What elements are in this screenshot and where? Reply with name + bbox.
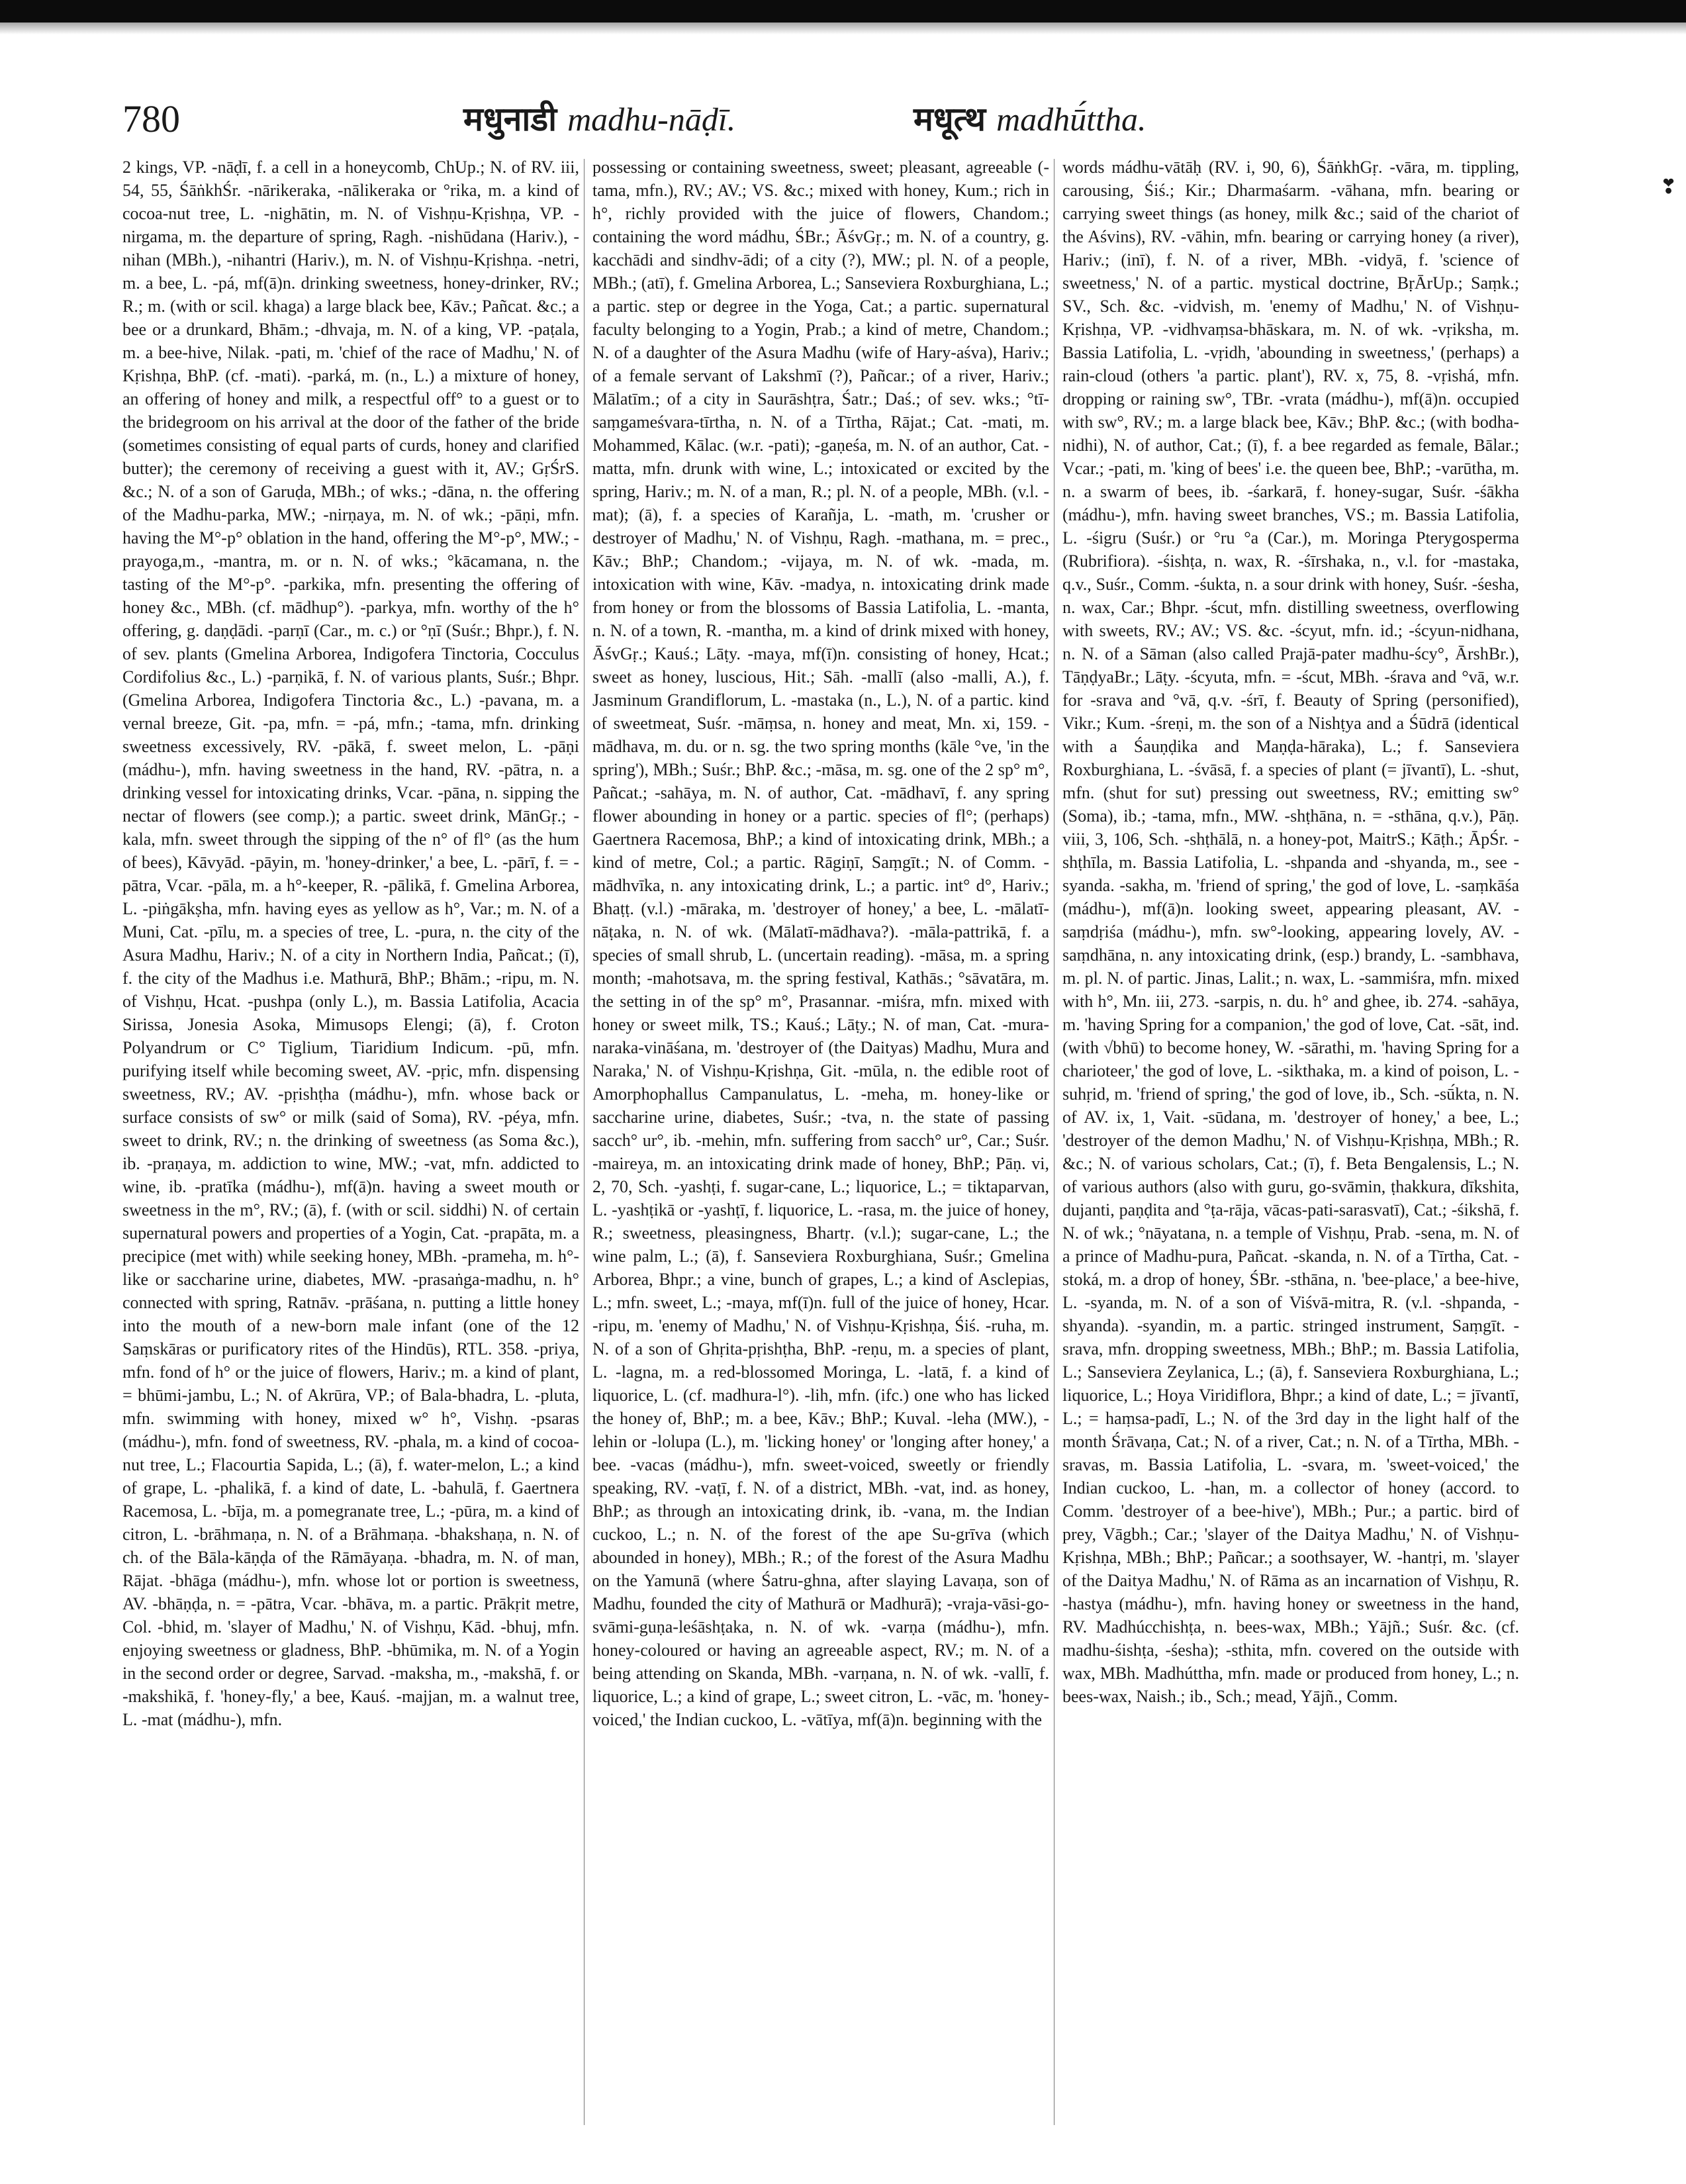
margin-mark-icon: ❣ — [1660, 175, 1677, 199]
dictionary-column-2 — [592, 156, 1049, 2132]
running-head-right-devanagari: मधूत्थ — [913, 100, 986, 138]
column-1-text: 2 kings, VP. -nāḍī, f. a cell in a honeycomb, ChUp.; N. of RV. iii, 54, 55, ŚāṅkhŚr. -nārikeraka, -nālikeraka or °rika, m. a kind of cocoa-nut tree, L. -nighātin, m. N. of Vishṇu-Kṛishṇa, VP. -nirgama, m. the departure of spring, Ragh. -nishūdana (Hariv.), -nihan (MBh.), -nihantri (Hariv.), m. N. of Vishṇu-Kṛishṇa. -netri, m. a bee, L. -pá, mf(ā)n. drinking sweetness, honey-drinker, RV.; R.; m. (with or scil. khaga) a large black bee, Kāv.; Pañcat. &c.; a bee or a drunkard, Bhām.; -dhvaja, m. N. of a king, VP. -paṭala, m. a bee-hive, Nilak. -pati, m. 'chief of the race of Madhu,' N. of Kṛishṇa, BhP. (cf. -mati). -parká, m. (n., L.) a mixture of honey, an offering of honey and milk, a respectful off° to a guest or to the bridegroom on his arrival at the door of the father of the bride (sometimes consisting of equal parts of curds, honey and clarified butter); the ceremony of receiving a guest with it, AV.; GṛŚrS. &c.; N. of a son of Garuḍa, MBh.; of wks.; -dāna, n. the offering of the Madhu-parka, MW.; -nirṇaya, m. N. of wk.; -pāṇi, mfn. having the M°-p° oblation in the hand, offering the M°-p°, MW.; -prayoga,m., -mantra, m. or n. N. of wks.; °kācamana, n. the tasting of the M°-p°. -parkika, mfn. presenting the offering of honey &c., MBh. (cf. mādhup°). -parkya, mfn. worthy of the h° offering, g. daṇḍādi. -parṇī (Car., m. c.) or °ṇī (Suśr.; Bhpr.), f. N. of sev. plants (Gmelina Arborea, Indigofera Tinctoria, Cocculus Cordifolius &c., L.) -parṇikā, f. N. of various plants, Suśr.; Bhpr. (Gmelina Arborea, Indigofera Tinctoria &c., L.) -pavana, m. a vernal breeze, Git. -pa, mfn. = -pá, mfn.; -tama, mfn. drinking sweetness excessively, RV. -pākā, f. sweet melon, L. -pāṇi (mádhu-), mfn. having sweetness in the hand, RV. -pātra, n. a drinking vessel for intoxicating drinks, Vcar. -pāna, n. sipping the nectar of flowers (see comp.); a partic. sweet drink, MānGṛ.; -kala, mfn. sweet through the sipping of the n° of fl° (as the hum of bees), Kāvyād. -pāyin, m. 'honey-drinker,' a bee, L. -pārī, f. = -pātra, Vcar. -pāla, m. a h°-keeper, R. -pālikā, f. Gmelina Arborea, L. -piṅgākṣha, mfn. having eyes as yellow as h°, Var.; m. N. of a Muni, Cat. -pīlu, m. a species of tree, L. -pura, n. the city of the Asura Madhu, Hariv.; N. of a city in Northern India, Pañcat.; (ī), f. the city of the Madhus i.e. Mathurā, BhP.; Bhām.; -ripu, m. N. of Vishṇu, Hcat. -pushpa (only L.), m. Bassia Latifolia, Acacia Sirissa, Jonesia Asoka, Mimusops Elengi; (ā), f. Croton Polyandrum or C° Tiglium, Tiaridium Indicum. -pū, mfn. purifying itself while becoming sweet, AV. -pṛic, mfn. dispensing sweetness, RV.; AV. -pṛishṭha (mádhu-), mfn. whose back or surface consists of sw° or milk (said of Soma), RV. -péya, mfn. sweet to drink, RV.; n. the drinking of sweetness (as Soma &c.), ib. -praṇaya, m. addiction to wine, MW.; -vat, mfn. addicted to wine, ib. -pratīka (mádhu-), mf(ā)n. having a sweet mouth or sweetness in the m°, RV.; (ā), f. (with or scil. siddhi) N. of certain supernatural powers and properties of a Yogin, Cat. -prapāta, m. a precipice (met with) while seeking honey, MBh. -prameha, m. h°-like or saccharine urine, diabetes, MW. -prasaṅga-madhu, n. h° connected with spring, Ratnāv. -prāśana, n. putting a little honey into the mouth of a new-born male infant (one of the 12 Saṃskāras or purificatory rites of the Hindūs), RTL. 358. -priya, mfn. fond of h° or the juice of flowers, Hariv.; m. a kind of plant, = bhūmi-jambu, L.; N. of Akrūra, VP.; of Bala-bhadra, L. -pluta, mfn. swimming with honey, mixed w° h°, Vishṇ. -psaras (mádhu-), mfn. fond of sweetness, RV. -phala, m. a kind of cocoa-nut tree, L.; Flacourtia Sapida, L.; (ā), f. water-melon, L.; a kind of grape, L. -phalikā, f. a kind of date, L. -bahulā, f. Gaertnera Racemosa, L. -bīja, m. a pomegranate tree, L.; -pūra, m. a kind of citron, L. -brāhmaṇa, n. N. of a Brāhmaṇa. -bhakshaṇa, n. N. of ch. of the Bāla-kāṇḍa of the Rāmāyaṇa. -bhadra, m. N. of man, Rājat. -bhāga (mádhu-), mfn. whose lot or portion is sweetness, AV. -bhāṇḍa, n. = -pātra, Vcar. -bhāva, m. a partic. Prākṛit metre, Col. -bhid, m. 'slayer of Madhu,' N. of Vishṇu, Kād. -bhuj, mfn. enjoying sweetness or gladness, BhP. -bhūmika, m. N. of a Yogin in the second order or degree, Sarvad. -maksha, m., -makshā, f. or -makshikā, f. 'honey-fly,' a bee, Kauś. -majjan, m. a walnut tree, L. -mat (mádhu-), mfn. — [122, 158, 579, 1729]
dictionary-column-3 — [1062, 156, 1519, 2132]
running-head-left — [463, 99, 735, 139]
column-2-text: possessing or containing sweetness, sweet; pleasant, agreeable (-tama, mfn.), RV.; AV.; VS. &c.; mixed with honey, Kum.; rich in h°, richly provided with the juice of flowers, Chandom.; containing the word mádhu, ŚBr.; ĀśvGṛ.; m. N. of a country, g. kacchādi and sindhv-ādi; of a city (?), MW.; pl. N. of a people, MBh.; (atī), f. Gmelina Arborea, L.; Sanseviera Roxburghiana, L.; a partic. step or degree in the Yoga, Cat.; a partic. supernatural faculty belonging to a Yogin, Prab.; a kind of metre, Chandom.; N. of a daughter of the Asura Madhu (wife of Hary-aśva), Hariv.; of a female servant of Lakshmī (?), Pañcar.; of a river, Hariv.; Mālatīm.; of a city in Saurāshṭra, Śatr.; Daś.; of sev. wks.; °tī-saṃgameśvara-tīrtha, n. N. of a Tīrtha, Rājat.; Cat. -mati, m. Mohammed, Kālac. (w.r. -pati); -gaṇeśa, m. N. of an author, Cat. -matta, mfn. drunk with wine, L.; intoxicated or excited by the spring, Hariv.; m. N. of a man, R.; pl. N. of a people, MBh. (v.l. -mat); (ā), f. a species of Karañja, L. -math, m. 'crusher or destroyer of Madhu,' N. of Vishṇu, Ragh. -mathana, m. = prec., Kāv.; BhP.; Chandom.; -vijaya, m. N. of wk. -mada, m. intoxication with wine, Kāv. -madya, n. intoxicating drink made from honey or from the blossoms of Bassia Latifolia, L. -manta, n. N. of a town, R. -mantha, m. a kind of drink mixed with honey, ĀśvGṛ.; Kauś.; Lāṭy. -maya, mf(ī)n. consisting of honey, Hcat.; sweet as honey, luscious, Hit.; Sāh. -mallī (also -malli, A.), f. Jasminum Grandiflorum, L. -mastaka (n., L.), N. of a partic. kind of sweetmeat, Suśr. -māṃsa, n. honey and meat, Mn. xi, 159. -mādhava, m. du. or n. sg. the two spring months (kāle °ve, 'in the spring'), MBh.; Suśr.; BhP. &c.; -māsa, m. sg. one of the 2 sp° m°, Pañcat.; -sahāya, m. N. of author, Cat. -mādhavī, f. any spring flower abounding in honey or a partic. species of fl°; (perhaps) Gaertnera Racemosa, BhP.; a kind of intoxicating drink, MBh.; a kind of metre, Col.; a partic. Rāgiṇī, Saṃgīt.; N. of Comm. -mādhvīka, n. any intoxicating drink, L.; a partic. int° d°, Hariv.; Bhaṭṭ. (v.l.) -māraka, m. 'destroyer of honey,' a bee, L. -mālatī-nāṭaka, n. N. of wk. (Mālatī-mādhava?). -māla-pattrikā, f. a species of small shrub, L. (uncertain reading). -māsa, m. a spring month; -mahotsava, m. the spring festival, Kathās.; °sāvatāra, m. the setting in of the sp° m°, Prasannar. -miśra, mfn. mixed with honey or sweet milk, TS.; Kauś.; Lāṭy.; N. of man, Cat. -mura-naraka-vināśana, m. 'destroyer of (the Daityas) Madhu, Mura and Naraka,' N. of Vishṇu-Kṛishṇa, Git. -mūla, n. the edible root of Amorphophallus Campanulatus, L. -meha, m. honey-like or saccharine urine, diabetes, Suśr.; -tva, n. the state of passing sacch° ur°, ib. -mehin, mfn. suffering from sacch° ur°, Car.; Suśr. -maireya, m. an intoxicating drink made of honey, BhP.; Pāṇ. vi, 2, 70, Sch. -yashṭi, f. sugar-cane, L.; liquorice, L.; = tiktaparvan, L. -yashṭikā or -yashṭī, f. liquorice, L. -rasa, m. the juice of honey, R.; sweetness, pleasingness, Bhartṛ. (v.l.); sugar-cane, L.; the wine palm, L.; (ā), f. Sanseviera Roxburghiana, Suśr.; Gmelina Arborea, Bhpr.; a vine, bunch of grapes, L.; a kind of Asclepias, L.; mfn. sweet, L.; -maya, mf(ī)n. full of the juice of honey, Hcar. -ripu, m. 'enemy of Madhu,' N. of Vishṇu-Kṛishṇa, Śiś. -ruha, m. N. of a son of Ghṛita-pṛishṭha, BhP. -reṇu, m. a species of plant, L. -lagna, m. a red-blossomed Moringa, L. -latā, f. a kind of liquorice, L. (cf. madhura-l°). -lih, mfn. (ifc.) one who has licked the honey of, BhP.; m. a bee, Kāv.; BhP.; Kuval. -leha (MW.), -lehin or -lolupa (L.), m. 'licking honey' or 'longing after honey,' a bee. -vacas (mádhu-), mfn. sweet-voiced, sweetly or friendly speaking, RV. -vaṭī, f. N. of a district, MBh. -vat, ind. as honey, BhP.; as through an intoxicating drink, ib. -vana, m. the Indian cuckoo, L.; n. N. of the forest of the ape Su-grīva (which abounded in honey), MBh.; R.; of the forest of the Asura Madhu on the Yamunā (where Śatru-ghna, after slaying Lavaṇa, son of Madhu, founded the city of Mathurā or Madhurā); -vraja-vāsi-go-svāmi-guṇa-leśāshṭaka, n. N. of wk. -varṇa (mádhu-), mfn. honey-coloured or having an agreeable aspect, RV.; m. N. of a being attending on Skanda, MBh. -varṇana, n. N. of wk. -vallī, f. liquorice, L.; a kind of grape, L.; sweet citron, L. -vāc, m. 'honey-voiced,' the Indian cuckoo, L. -vātīya, mf(ā)n. beginning with the — [592, 158, 1049, 1729]
column-3-text: words mádhu-vātāḥ (RV. i, 90, 6), ŚāṅkhGṛ. -vāra, m. tippling, carousing, Śiś.; Kir.; Dharmaśarm. -vāhana, mfn. bearing or carrying sweet things (as honey, milk &c.; said of the chariot of the Aśvins), RV. -vāhin, mfn. bearing or carrying honey (a river), Hariv.; (inī), f. N. of a river, MBh. -vidyā, f. 'science of sweetness,' N. of a partic. mystical doctrine, BṛĀrUp.; Saṃk.; SV., Sch. &c. -vidvish, m. 'enemy of Madhu,' N. of Vishṇu-Kṛishṇa, VP. -vidhvaṃsa-bhāskara, m. N. of wk. -vṛiksha, m. Bassia Latifolia, L. -vṛidh, 'abounding in sweetness,' (perhaps) a rain-cloud (others 'a partic. plant'), RV. x, 75, 8. -vṛishá, mfn. dropping or raining sw°, TBr. -vrata (mádhu-), mf(ā)n. occupied with sw°, RV.; m. a large black bee, Kāv.; BhP. &c.; (with bodha-nidhi), N. of author, Cat.; (ī), f. a bee regarded as female, Bālar.; Vcar.; -pati, m. 'king of bees' i.e. the queen bee, BhP.; -varūtha, m. n. a swarm of bees, ib. -śarkarā, f. honey-sugar, Suśr. -śākha (mádhu-), mfn. having sweet branches, VS.; m. Bassia Latifolia, L. -śigru (Suśr.) or °ru °a (Car.), m. Moringa Pterygosperma (Rubrifiora). -śishṭa, n. wax, R. -śīrshaka, n., v.l. for -mastaka, q.v., Suśr., Comm. -śukta, n. a sour drink with honey, Suśr. -śesha, n. wax, Car.; Bhpr. -ścut, mfn. distilling sweetness, overflowing with sweets, RV.; AV.; VS. &c. -ścyut, mfn. id.; -ścyun-nidhana, n. N. of a Sāman (also called Prajā-pater madhu-ścy°, ĀrshBr.), TāṇḍyaBr.; Lāṭy. -ścyuta, mfn. = -ścut, MBh. -śrava and °vā, w.r. for -srava and °vā, q.v. -śrī, f. Beauty of Spring (personified), Vikr.; Kum. -śreṇi, m. the son of a Nishṭya and a Śūdrā (identical with a Śauṇḍika and Maṇḍa-hāraka), L.; f. Sanseviera Roxburghiana, L. -śvāsā, f. a species of plant (= jīvantī), L. -shut, mfn. (shut for sut) pressing out sweetness, RV.; emitting sw° (Soma), ib.; -tama, mfn., MW. -shṭhāna, n. = -sthāna, q.v.), Pāṇ. viii, 3, 106, Sch. -shṭhālā, n. a honey-pot, MaitrS.; Kāṭh.; ĀpŚr. -shṭhīla, m. Bassia Latifolia, L. -shpanda and -shyanda, m., see -syanda. -sakha, m. 'friend of spring,' the god of love, L. -saṃkāśa (mádhu-), mf(ā)n. looking sweet, appearing pleasant, AV. -saṃdṛiśa (mádhu-), mfn. sw°-looking, appearing lovely, AV. -saṃdhāna, n. any intoxicating drink, (esp.) brandy, L. -sambhava, m. pl. N. of partic. Jinas, Lalit.; n. wax, L. -sammiśra, mfn. mixed with h°, Mn. iii, 273. -sarpis, n. du. h° and ghee, ib. 274. -sahāya, m. 'having Spring for a companion,' the god of love, Cat. -sāt, ind. (with √bhū) to become honey, W. -sārathi, m. 'having Spring for a charioteer,' the god of love, L. -sikthaka, m. a kind of poison, L. -suhṛid, m. 'friend of spring,' the god of love, ib., Sch. -sū́kta, n. N. of AV. ix, 1, Vait. -sūdana, m. 'destroyer of honey,' a bee, L.; 'destroyer of the demon Madhu,' N. of Vishṇu-Kṛishṇa, MBh.; R. &c.; N. of various scholars, Cat.; (ī), f. Beta Bengalensis, L.; N. of various authors (also with guru, go-svāmin, ṭhakkura, dīkshita, dujanti, paṇḍita and °ṭa-rāja, vācas-pati-sarasvatī), Cat.; -śikshā, f. N. of wk.; °nāyatana, n. a temple of Vishṇu, Prab. -sena, m. N. of a prince of Madhu-pura, Pañcat. -skanda, n. N. of a Tīrtha, Cat. -stoká, m. a drop of honey, ŚBr. -sthāna, n. 'bee-place,' a bee-hive, L. -syanda, m. N. of a son of Viśvā-mitra, R. (v.l. -shpanda, -shyanda). -syandin, m. a partic. stringed instrument, Saṃgīt. -srava, mfn. dropping sweetness, MBh.; BhP.; m. Bassia Latifolia, L.; Sanseviera Zeylanica, L.; (ā), f. Sanseviera Roxburghiana, L.; liquorice, L.; Hoya Viridiflora, Bhpr.; a kind of date, L.; = jīvantī, L.; = haṃsa-padī, L.; N. of the 3rd day in the light half of the month Śrāvaṇa, Cat.; N. of a river, Cat.; n. N. of a Tīrtha, MBh. -sravas, m. Bassia Latifolia, L. -svara, m. 'sweet-voiced,' the Indian cuckoo, L. -han, m. a collector of honey (accord. to Comm. 'destroyer of a bee-hive'), MBh.; Pur.; a partic. bird of prey, Vāgbh.; Car.; 'slayer of the Daitya Madhu,' N. of Vishṇu-Kṛishṇa, MBh.; BhP.; Pañcar.; a soothsayer, W. -hantṛi, m. 'slayer of the Daitya Madhu,' N. of Rāma as an incarnation of Vishṇu, R. -hastya (mádhu-), mfn. having honey or sweetness in the hand, RV. Madhúcchishṭa, n. bees-wax, MBh.; Yājñ.; Suśr. &c. (cf. madhu-śishṭa, -śesha); -sthita, mfn. covered on the outside with wax, MBh. Madhúttha, mfn. made or produced from honey, L.; n. bees-wax, Naish.; ib., Sch.; mead, Yājñ., Comm. — [1062, 158, 1519, 1706]
column-divider-1 — [584, 159, 585, 2125]
top-border — [0, 0, 1686, 23]
running-head-left-devanagari: मधुनाडी — [463, 100, 557, 138]
running-head-right — [913, 99, 1146, 139]
running-head-left-translit: madhu-nāḍī. — [567, 101, 736, 138]
page-number: 780 — [122, 97, 180, 140]
top-border-shadow — [0, 23, 1686, 34]
running-head-right-translit: madhū́ttha. — [996, 101, 1147, 138]
dictionary-column-1 — [122, 156, 579, 2132]
